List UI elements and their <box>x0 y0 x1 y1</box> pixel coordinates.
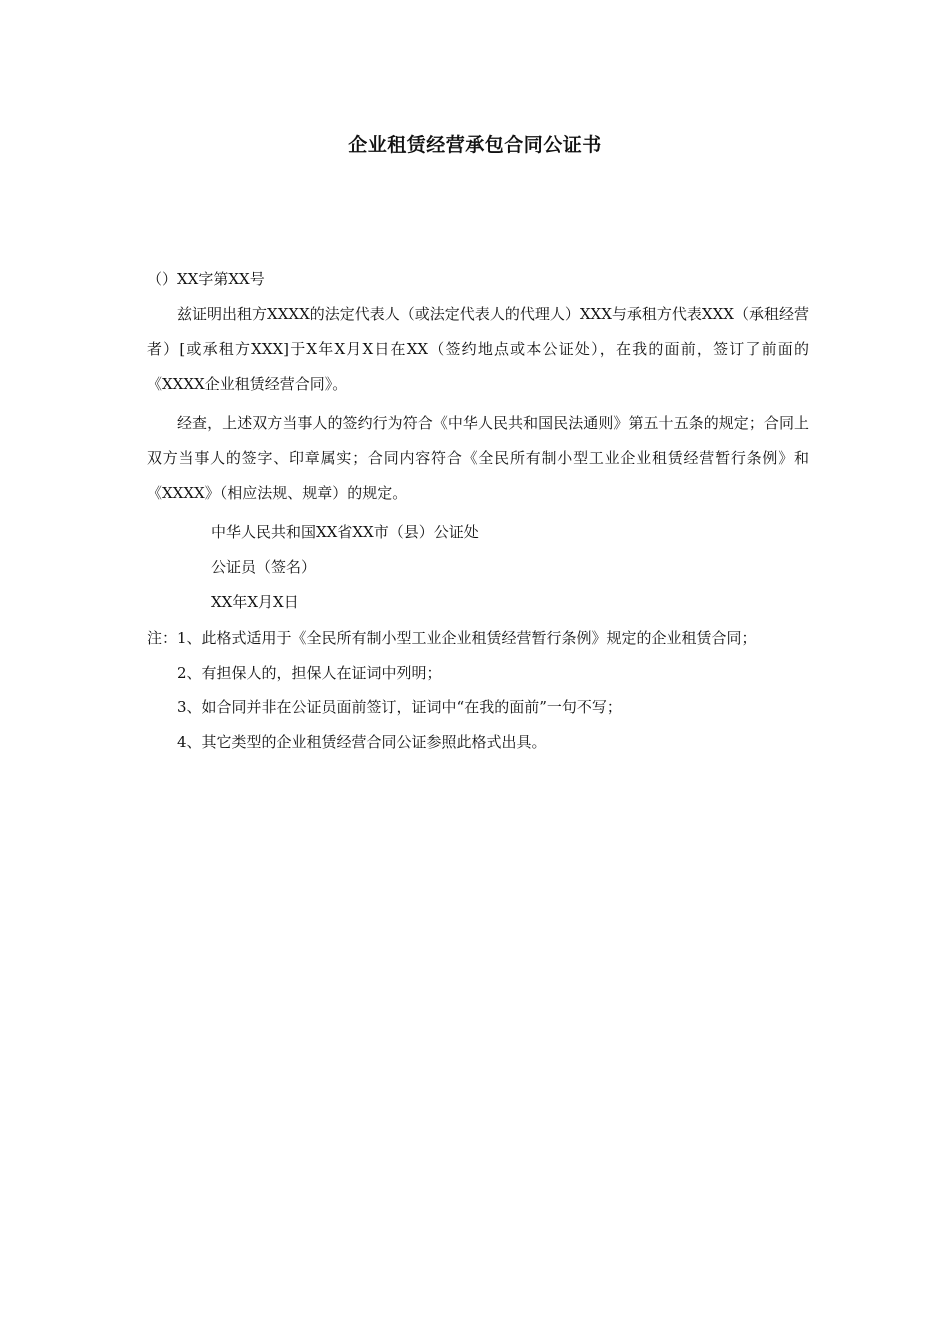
note-item: 4、其它类型的企业租赁经营合同公证参照此格式出具。 <box>177 733 547 751</box>
notary-signature: 公证员（签名） <box>211 558 317 576</box>
verification-paragraph: 经查，上述双方当事人的签约行为符合《中华人民共和国民法通则》第五十五条的规定；合同上双方当事人的签字、印章属实；合同内容符合《全民所有制小型工业企业租赁经营暂行条例》和《XXXX》（相应法规、规章）的规定。 <box>147 414 809 502</box>
notary-office: 中华人民共和国XX省XX市（县）公证处 <box>211 523 479 541</box>
note-item: 3、如合同并非在公证员面前签订，证词中“在我的面前”一句不写； <box>177 698 622 716</box>
document-title: 企业租赁经营承包合同公证书 <box>348 134 602 156</box>
note-item: 注：1、此格式适用于《全民所有制小型工业企业租赁经营暂行条例》规定的企业租赁合同； <box>147 629 757 647</box>
note-item: 2、有担保人的，担保人在证词中列明； <box>177 664 442 682</box>
signature-date: XX年X月X日 <box>211 593 299 611</box>
certification-paragraph: 兹证明出租方XXXX的法定代表人（或法定代表人的代理人）XXX与承租方代表XXX（承租经营者）[或承租方XXX]于X年X月X日在XX（签约地点或本公证处），在我的面前，签订了前面的《XXXX企业租赁经营合同》。 <box>147 305 809 393</box>
document-number: （）XX字第XX号 <box>147 270 265 288</box>
